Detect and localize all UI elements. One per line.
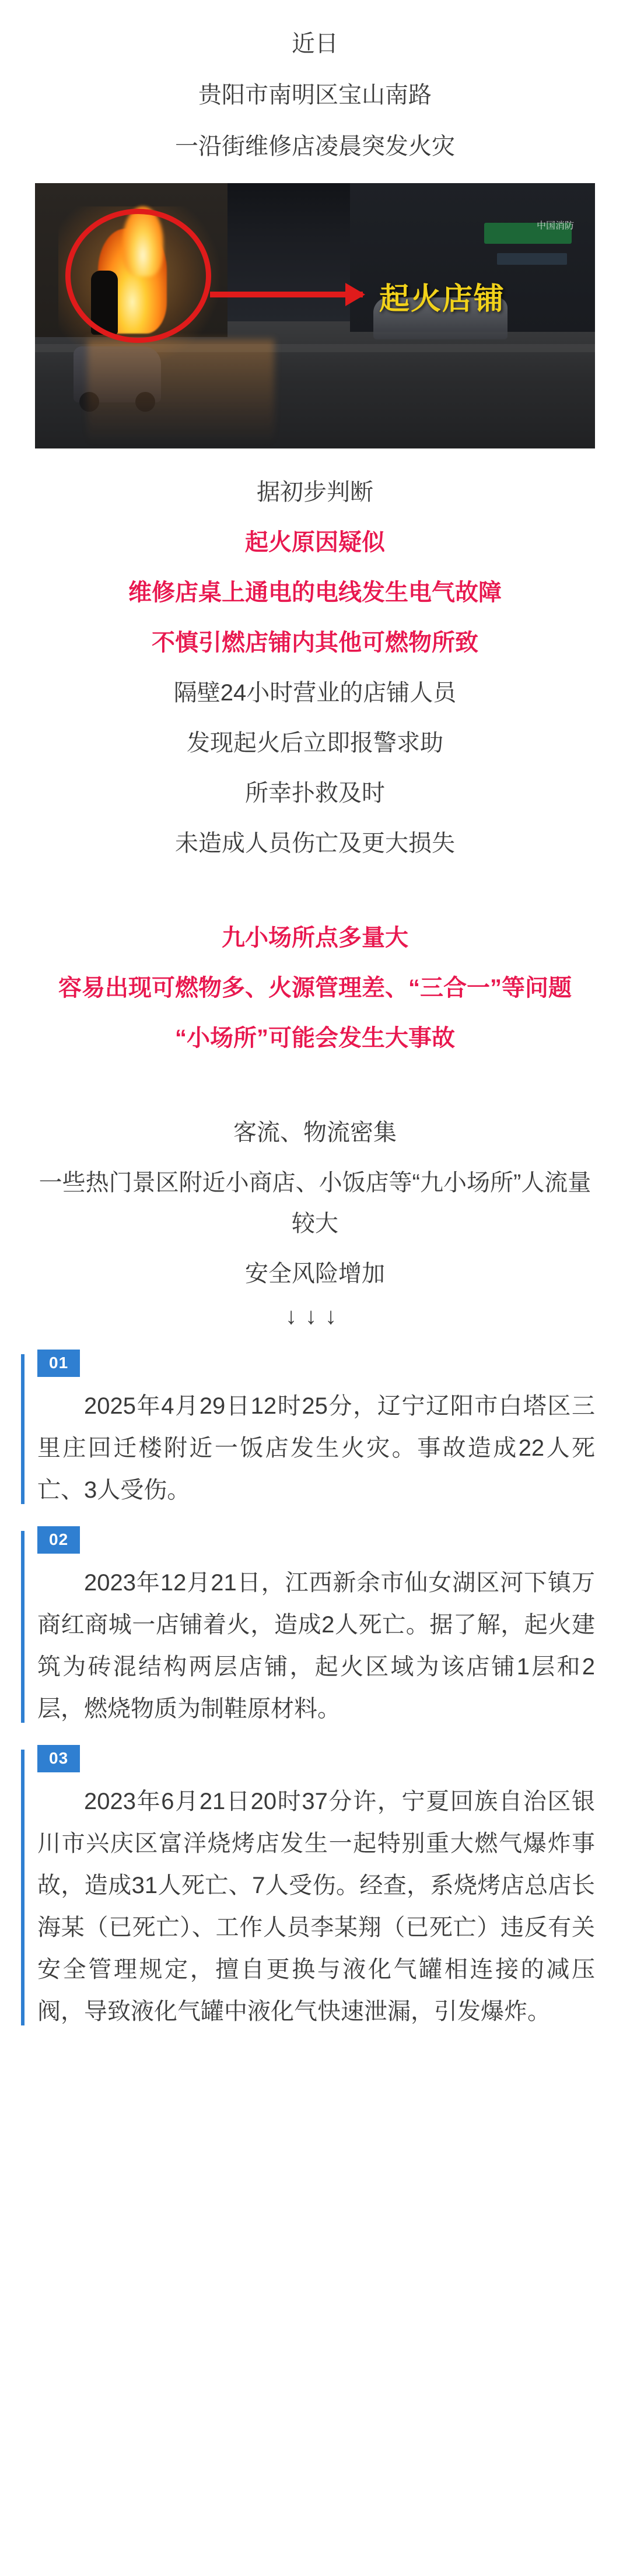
case-rail	[21, 1750, 24, 2025]
case-item	[0, 1745, 630, 2032]
risk-line-2: 一些热门景区附近小商店、小饭店等“九小场所”人流量较大	[38, 1170, 592, 1236]
intro-line-3: 一沿街维修店凌晨突发火灾	[175, 134, 455, 159]
annotation-arrow-icon	[210, 292, 363, 297]
warning-line-3: “小场所”可能会发生大事故	[175, 1025, 455, 1051]
fire-scene-photo	[35, 183, 595, 448]
report-block	[0, 454, 630, 864]
case-item	[0, 1526, 630, 1730]
report-line-7: 所幸扑救及时	[245, 780, 385, 806]
report-line-2: 起火原因疑似	[245, 530, 385, 555]
report-line-6: 发现起火后立即报警求助	[187, 730, 443, 756]
case-rail	[21, 1354, 24, 1504]
spacer	[0, 873, 630, 900]
report-line-1: 据初步判断	[257, 479, 373, 505]
spacer	[0, 1068, 630, 1095]
report-line-8: 未造成人员伤亡及更大损失	[175, 830, 455, 856]
annotation-label: 起火店铺	[379, 282, 506, 316]
case-number-badge: 02	[37, 1526, 80, 1554]
photo-watermark: 中国消防	[536, 221, 574, 231]
report-line-3: 维修店桌上通电的电线发生电气故障	[128, 580, 502, 605]
intro-block	[0, 23, 630, 167]
case-number-badge: 01	[37, 1350, 80, 1377]
case-number-badge: 03	[37, 1745, 80, 1772]
intro-line-1: 近日	[292, 31, 338, 57]
warning-block	[0, 900, 630, 1059]
intro-line-2: 贵阳市南明区宝山南路	[198, 82, 432, 108]
risk-line-3: 安全风险增加	[245, 1261, 385, 1287]
photo-shop-sign-secondary	[497, 253, 567, 265]
case-text: 2023年12月21日，江西新余市仙女湖区河下镇万商红商城一店铺着火，造成2人死亡。据了解，起火建筑为砖混结构两层店铺，起火区域为该店铺1层和2层，燃烧物质为制鞋原材料。	[37, 1570, 595, 1722]
annotation-circle-icon	[65, 209, 211, 343]
risk-block	[0, 1095, 630, 1294]
risk-line-1: 客流、物流密集	[233, 1120, 397, 1145]
warning-line-1: 九小场所点多量大	[222, 925, 408, 951]
case-text: 2025年4月29日12时25分，辽宁辽阳市白塔区三里庄回迁楼附近一饭店发生火灾。事故造成22人死亡、3人受伤。	[37, 1393, 595, 1503]
photo-wet-road-reflection	[88, 339, 274, 444]
case-item	[0, 1350, 630, 1511]
warning-line-2: 容易出现可燃物多、火源管理差、“三合一”等问题	[58, 975, 572, 1001]
fire-scene-photo-container	[35, 183, 595, 448]
case-rail	[21, 1531, 24, 1723]
down-arrows-icon: ↓↓↓	[285, 1303, 345, 1329]
report-line-4: 不慎引燃店铺内其他可燃物所致	[152, 630, 478, 656]
case-text: 2023年6月21日20时37分许，宁夏回族自治区银川市兴庆区富洋烧烤店发生一起特别重大燃气爆炸事故，造成31人死亡、7人受伤。经查，系烧烤店总店长海某（已死亡）、工作人员李某翔（已死亡）违反有关安全管理规定，擅自更换与液化气罐相连接的减压阀，导致液化气罐中液化气快速泄漏，引发爆炸。	[37, 1789, 595, 2024]
report-line-5: 隔壁24小时营业的店铺人员	[173, 680, 457, 706]
